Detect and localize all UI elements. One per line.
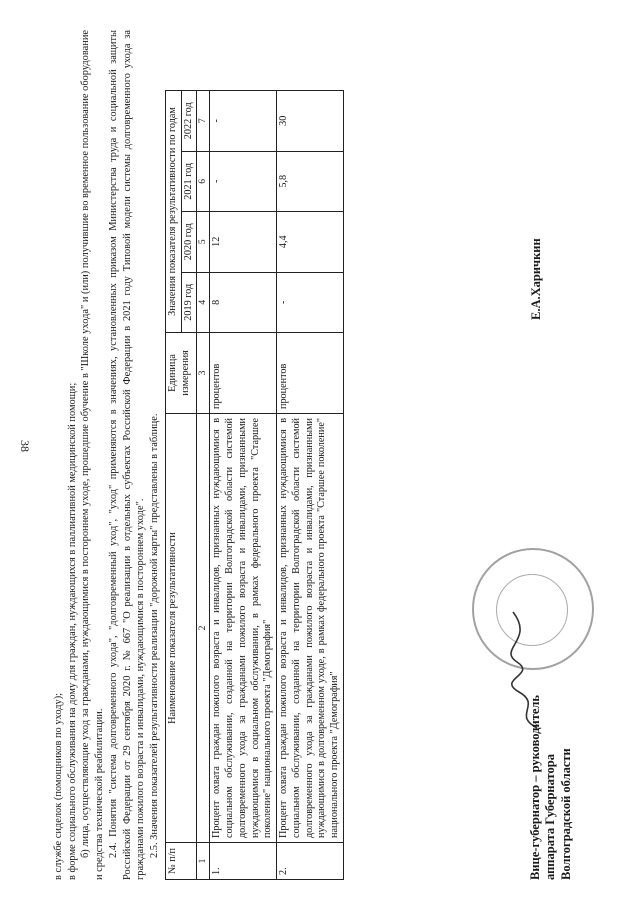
col-number: 5 (197, 212, 210, 272)
column-numbers-row (197, 91, 210, 880)
rotated-page-content (52, 30, 612, 880)
col-number: 4 (197, 272, 210, 332)
row-value-2019: 8 (210, 272, 277, 332)
row-name: Процент охвата граждан пожилого возраста и инвалидов, признанных нуждающимися в социальном обслуживании, созданной на территории Волгоградской области системой долговременного ухода за гражданами пожилого возраста и инвалидами, признанными нуждающимися в долговременном уходе, в рамках федерального проекта "Старшее поколение" национального проекта "Демография" (277, 414, 344, 843)
row-value-2021: 5,8 (277, 151, 344, 211)
header-unit: Единица измерения (165, 333, 197, 414)
signatory-line: аппарата Губернатора (543, 754, 558, 880)
header-year-2022: 2022 год (181, 91, 197, 152)
row-value-2020: 12 (210, 212, 277, 272)
header-year-2019: 2019 год (181, 272, 197, 332)
signatory-line: Волгоградской области (558, 748, 573, 880)
row-num: 2. (277, 843, 344, 880)
signatory-name: Е.А.Харичкин (529, 238, 543, 320)
col-number: 7 (197, 91, 210, 152)
paragraph-2: в форме социального обслуживания на дому для граждан, нуждающихся в паллиативной медицинской помощи; (66, 382, 78, 880)
row-unit: процентов (210, 333, 277, 414)
signatory-position (528, 695, 574, 880)
row-value-2022: 30 (277, 91, 344, 152)
row-value-2021: - (210, 151, 277, 211)
header-values: Значения показателя результативности по годам (165, 91, 181, 333)
signatory-line: Вице-губернатор – руководитель (528, 694, 542, 880)
paragraph-1: в службе сиделок (помощников по уходу); (53, 692, 64, 880)
row-value-2022: - (210, 91, 277, 152)
table-row (210, 91, 277, 880)
row-value-2020: 4,4 (277, 212, 344, 272)
col-number: 6 (197, 151, 210, 211)
header-name: Наименование показателя результативности (165, 414, 197, 843)
row-num: 1. (210, 843, 277, 880)
paragraph-3: б) лица, осуществляющие уход за гражданами, нуждающимися в постороннем уходе, прошедшие обучение в "Школе ухода" и (или) получившие во временное пользование оборудование и средства технической реабилитации. (80, 30, 106, 880)
row-value-2019: - (277, 272, 344, 332)
row-name: Процент охвата граждан пожилого возраста и инвалидов, признанных нуждающимися в социальном обслуживании, созданной на территории Волгоградской области системой долговременного ухода за гражданами пожилого возраста и инвалидами, признанными нуждающимися в социальном обслуживании, в рамках федерального проекта "Старшее поколение" национального проекта "Демография" (210, 414, 277, 843)
indicators-table (165, 90, 344, 880)
page-number: 38 (18, 440, 32, 452)
col-number: 1 (197, 843, 210, 880)
header-year-2021: 2021 год (181, 151, 197, 211)
header-num: № п/п (165, 843, 197, 880)
paragraph-5: 2.5. Значения показателей результативности реализации "дорожной карты" представлены в таблице. (149, 413, 161, 858)
col-number: 3 (197, 333, 210, 414)
row-unit: процентов (277, 333, 344, 414)
table-row (277, 91, 344, 880)
col-number: 2 (197, 414, 210, 843)
header-year-2020: 2020 год (181, 212, 197, 272)
paragraph-4: 2.4. Понятия "система долговременного ухода", "долговременный уход", "уход" применяются в значениях, установленных приказом Министерства труда и социальной защиты Российской Федерации от 29 сентября 2020 г. № 667 "О реализации в отдельных субъектах Российской Федерации в 2021 году Типовой модели системы долговременного ухода за гражданами пожилого возраста и инвалидами, нуждающимися в постороннем уходе". (107, 30, 147, 880)
